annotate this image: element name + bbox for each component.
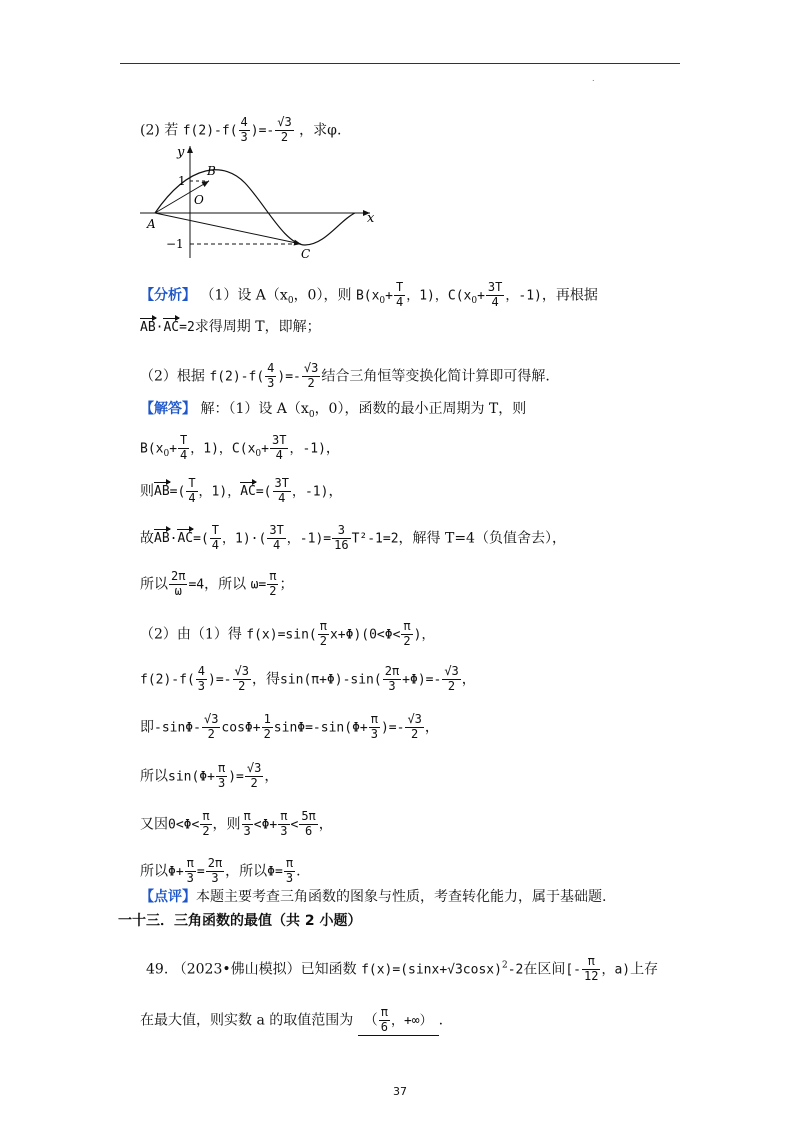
comma: ， <box>424 719 439 736</box>
analysis-text: 求得周期 T，即解； <box>194 319 321 335</box>
frac-1-2 <box>262 713 273 742</box>
frac-T-4 <box>394 281 405 310</box>
frac-pi-2 <box>318 620 329 649</box>
f-expr: f(2)-f( <box>209 369 265 385</box>
frac-sqrt3-2 <box>442 665 460 694</box>
frac-pi-2 <box>401 620 412 649</box>
ze2: ，则 <box>212 816 241 833</box>
solution-text: 解：（1）设 A（x <box>200 401 309 417</box>
den: 3 <box>217 775 226 790</box>
num: π <box>285 856 294 870</box>
de: ，得 <box>251 671 280 688</box>
suoyi: ，所以 <box>225 863 268 880</box>
solution-line-11 <box>140 857 301 886</box>
solution-text: ，0），函数的最小正周期为 T，则 <box>314 401 527 417</box>
den: 3 <box>388 678 396 693</box>
den: 3 <box>197 678 206 693</box>
frac-pi-12 <box>582 955 600 984</box>
frac-5pi-6 <box>299 810 317 839</box>
num: π <box>582 955 600 970</box>
solution-line-6 <box>140 620 434 649</box>
solution-text: ，解得 T=4（负值舍去）， <box>398 530 566 547</box>
q49-line-2 <box>140 1006 443 1036</box>
plus: + <box>169 441 178 457</box>
q49-number: 49. <box>146 961 169 978</box>
den: 2 <box>403 633 411 648</box>
num: √3 <box>246 761 262 775</box>
label-b: B <box>207 164 216 178</box>
den: 2 <box>447 678 456 693</box>
analysis-text: 结合三角恒等变换化简计算即可得解. <box>321 368 550 385</box>
omega-eq: ω= <box>250 577 267 593</box>
analysis-text: ，0），则 <box>293 287 352 304</box>
youyin: 又因 <box>140 816 168 833</box>
q49-fx: f(x)=(sinx+√3cosx) <box>361 962 502 978</box>
num: 3T <box>274 476 289 490</box>
frac-4-3 <box>265 362 276 391</box>
expr: -sinΦ- <box>154 720 201 736</box>
vec-ac: AC <box>177 531 194 547</box>
b-point: B(x <box>140 441 164 457</box>
num: 3T <box>487 280 503 294</box>
eq: = <box>196 864 205 880</box>
den: 2 <box>207 726 215 741</box>
eq-open: =( <box>193 531 209 547</box>
den: 2 <box>307 375 315 390</box>
den: 3 <box>186 870 194 885</box>
den: 16 <box>334 537 349 552</box>
num: π <box>217 761 226 775</box>
den: 3 <box>267 375 275 390</box>
label-neg-one: −1 <box>166 237 184 251</box>
num: 5π <box>301 809 316 823</box>
frac-T-4 <box>210 524 221 553</box>
comma: ， <box>264 768 279 785</box>
frac-pi-3 <box>185 857 196 886</box>
phi-eq: Φ= <box>267 864 283 880</box>
eq-neg: )=- <box>277 369 301 385</box>
num: 3T <box>269 523 284 537</box>
q2-suffix: ，求φ. <box>299 122 342 139</box>
plus: + <box>261 441 269 457</box>
q49-comma-a: ，a) <box>601 962 631 978</box>
ji: 即 <box>140 719 154 736</box>
comment-line <box>140 890 606 904</box>
num: 1 <box>263 712 271 726</box>
num: π <box>243 809 251 823</box>
num: √3 <box>277 115 292 129</box>
closeeq: )= <box>228 769 244 785</box>
cosphi: cosΦ+ <box>221 720 261 736</box>
den: 2 <box>411 726 419 741</box>
solution-line-3: 则AB=( $\frac{T}{4}$ ，1)，AC=( $\frac{3T}{4}$ ，-1)， <box>140 476 343 505</box>
c-end: ，-1) <box>289 441 326 457</box>
num: 4 <box>267 361 275 375</box>
xphi: x+Φ)(0<Φ< <box>329 627 401 643</box>
den: 2 <box>202 823 210 838</box>
vec-ab: AB <box>140 320 156 335</box>
frac-sqrt3-2 <box>302 362 320 391</box>
frac-3T-4 <box>270 434 288 463</box>
eq2: =2 <box>179 320 195 335</box>
q49-bracket: [- <box>565 962 581 978</box>
solution-line-9 <box>140 762 278 791</box>
q49-tail: -2 <box>507 962 524 978</box>
solution-tag: 【解答】 <box>140 401 196 417</box>
label-one: 1 <box>178 174 186 188</box>
lt: < <box>290 817 299 833</box>
num: T <box>395 280 404 294</box>
f-expr: f(2)-f( <box>182 123 238 139</box>
fx: f(x)=sin( <box>246 627 317 643</box>
frac-pi-3 <box>242 810 253 839</box>
frac-2pi-3 <box>206 857 224 886</box>
frac-sqrt3-2 <box>202 713 220 742</box>
comma: ， <box>325 440 340 457</box>
phi-plus: Φ+ <box>168 864 184 880</box>
eq4: =4 <box>188 577 205 593</box>
suoyi: 所以 <box>140 863 168 880</box>
num: 2π <box>171 569 186 583</box>
b-end: ，1)，C(x <box>406 288 472 304</box>
num: √3 <box>203 712 219 726</box>
q49-source: （2023•佛山模拟）已知函数 <box>172 961 357 978</box>
frac-sqrt3-2 <box>245 762 263 791</box>
den: 4 <box>211 537 220 552</box>
suoyi: ，所以 <box>204 576 247 593</box>
comma: ， <box>318 816 333 833</box>
solution-line-5 <box>140 570 293 599</box>
den: 4 <box>278 490 286 505</box>
num: T <box>180 433 188 447</box>
label-a: A <box>147 217 156 231</box>
den: 4 <box>275 447 283 462</box>
zero-lt: 0<Φ< <box>168 817 200 833</box>
frac-T-4 <box>186 477 197 506</box>
plus: + <box>477 288 485 304</box>
frac-2pi-3 <box>383 665 401 694</box>
frac-3T-4 <box>267 524 285 553</box>
den: 4 <box>188 490 196 505</box>
den: 2 <box>263 726 271 741</box>
den: 3 <box>240 129 248 144</box>
frac-pi-3 <box>278 810 289 839</box>
semi: ； <box>279 576 294 593</box>
sinphiplus: sin(Φ+ <box>168 769 215 785</box>
den: 4 <box>180 447 188 462</box>
b-point: B(x <box>355 288 380 304</box>
vec-ab: AB <box>154 531 170 547</box>
den: 2 <box>238 678 246 693</box>
solution-line-1: 【解答】 解：（1）设 $A(x_0$，0），函数的最小正周期为 T，则 <box>140 401 527 420</box>
answer-blank <box>358 1006 439 1036</box>
den: 4 <box>491 294 499 309</box>
analysis-line-1: 【分析】 （1）设 $A(x_0$，0），则 $B(x_0+$ $\frac{T}{4}$ ，1)，$C(x_0+$ $\frac{3T}{4}$ ，-1)，再根据 <box>140 280 598 309</box>
frac-3T-4 <box>273 477 291 506</box>
den: 2 <box>269 583 277 598</box>
frac-2pi-omega <box>169 570 187 599</box>
q49-sq: 2 <box>501 960 508 971</box>
den: 4 <box>395 294 404 309</box>
den: 3 <box>243 823 251 838</box>
eq-neg: )=- <box>208 672 232 688</box>
num: π <box>269 569 277 583</box>
num: 4 <box>197 664 206 678</box>
analysis-text: ，再根据 <box>541 287 598 304</box>
analysis-line-3 <box>140 362 550 391</box>
solution-text: （2）由（1）得 <box>140 626 242 643</box>
num: √3 <box>444 664 459 678</box>
header-dot: . <box>592 74 595 83</box>
label-o: O <box>194 193 204 207</box>
q2-prefix: (2) 若 <box>140 122 179 139</box>
suoyi: 所以 <box>140 768 168 785</box>
c-end: ，-1) <box>505 288 542 304</box>
num: π <box>202 809 210 823</box>
num: √3 <box>407 712 422 726</box>
eq-open: =( <box>169 484 186 500</box>
q49-upper: 上存 <box>630 961 659 978</box>
comment-text: 本题主要考查三角函数的图象与性质，考查转化能力，属于基础题. <box>196 889 607 905</box>
num: π <box>380 1005 388 1019</box>
frac-pi-2 <box>200 810 211 839</box>
tsq: T²-1=2 <box>351 531 399 547</box>
den: ω <box>174 583 182 598</box>
vec-ab: AB <box>154 484 170 500</box>
solution-line-8 <box>140 713 439 742</box>
page-number: 37 <box>393 1085 407 1098</box>
closeneg: )=- <box>380 720 405 736</box>
comma: ， <box>461 671 476 688</box>
num: √3 <box>303 361 319 375</box>
ans-open: （ <box>363 1012 378 1029</box>
solution-line-10 <box>140 810 333 839</box>
num: π <box>370 712 378 726</box>
sinphi: sinΦ=-sin(Φ+ <box>273 720 368 736</box>
header-rule <box>120 63 680 64</box>
num: 3 <box>332 524 350 539</box>
num: π <box>319 619 327 633</box>
den: 12 <box>584 968 599 983</box>
den: 3 <box>370 726 378 741</box>
comma: ， <box>328 483 343 500</box>
frac-sqrt3-2 <box>233 665 251 694</box>
analysis-line-2: AB·AC=2求得周期 T，即解； <box>140 319 321 335</box>
sinpi: sin(π+Φ)-sin( <box>279 672 382 688</box>
lt-phi: <Φ+ <box>253 817 278 833</box>
eq-neg: )=- <box>250 123 275 139</box>
b-end: ，1)，C(x <box>190 441 256 457</box>
gu: 故 <box>140 530 154 547</box>
q49-line-1 <box>146 955 658 984</box>
solution-line-7 <box>140 665 476 694</box>
comment-tag: 【点评】 <box>140 889 196 905</box>
eq-open: =( <box>255 484 272 500</box>
section-heading: 一十三．三角函数的最值（共 2 小题） <box>118 913 362 929</box>
close: )， <box>413 627 435 643</box>
num: π <box>280 809 288 823</box>
den: 4 <box>272 537 281 552</box>
plus: + <box>385 288 393 304</box>
num: 3T <box>271 433 287 447</box>
period: . <box>296 863 301 880</box>
phiclose: +Φ)=- <box>402 672 442 688</box>
frac-pi-6 <box>379 1006 390 1035</box>
f-expr: f(2)-f( <box>140 672 195 688</box>
den: 2 <box>319 633 327 648</box>
den: 6 <box>380 1019 388 1034</box>
den: 3 <box>280 823 288 838</box>
frac-sqrt3-2 <box>405 713 423 742</box>
q49-text: 在最大值，则实数 a 的取值范围为 <box>140 1012 354 1029</box>
label-y: y <box>177 145 185 160</box>
num: π <box>186 856 194 870</box>
q49-interval-text: 在区间 <box>523 961 566 978</box>
den: 3 <box>211 870 219 885</box>
num: T <box>211 523 220 537</box>
den: 6 <box>304 823 313 838</box>
den: 2 <box>280 129 289 144</box>
frac-4-3 <box>196 665 207 694</box>
num: T <box>188 476 196 490</box>
ans-tail: ，+∞） <box>390 1013 433 1029</box>
ze: 则 <box>140 483 154 500</box>
den: 2 <box>250 775 258 790</box>
suoyi: 所以 <box>140 576 168 593</box>
c-end: ，-1) <box>291 484 329 500</box>
frac-pi-2 <box>267 570 278 599</box>
den: 3 <box>285 870 294 885</box>
num: π <box>403 619 411 633</box>
vec-ac: AC <box>240 484 256 500</box>
label-x: x <box>367 211 375 226</box>
period: . <box>438 1012 444 1029</box>
frac-3T-4 <box>486 281 504 310</box>
num: 4 <box>240 115 248 129</box>
num: √3 <box>234 664 249 678</box>
sine-graph <box>135 140 385 265</box>
analysis-tag: 【分析】 <box>140 287 196 304</box>
frac-pi-3 <box>216 762 227 791</box>
analysis-text: （1）设 A（x <box>200 287 288 304</box>
label-c: C <box>301 247 311 261</box>
num: 2π <box>384 664 400 678</box>
solution-line-2: $B(x_0+$ $\frac{T}{4}$ ，1)，$C(x_0+$ $\frac{3T}{4}$ ，-1)， <box>140 433 340 462</box>
vec-ac: AC <box>163 320 180 335</box>
frac-3-16 <box>332 524 350 553</box>
analysis-text: （2）根据 <box>140 368 205 385</box>
num: 2π <box>207 856 223 870</box>
frac-T-4 <box>178 434 189 463</box>
frac-pi-3 <box>284 857 295 886</box>
frac-pi-3 <box>369 713 380 742</box>
solution-line-4: 故AB·AC=( $\frac{T}{4}$ ，1)·( $\frac{3T}{4}$ ，-1)= $\frac{3}{16}$ T²-1=2，解得 T=4（负值舍去）， <box>140 523 566 552</box>
